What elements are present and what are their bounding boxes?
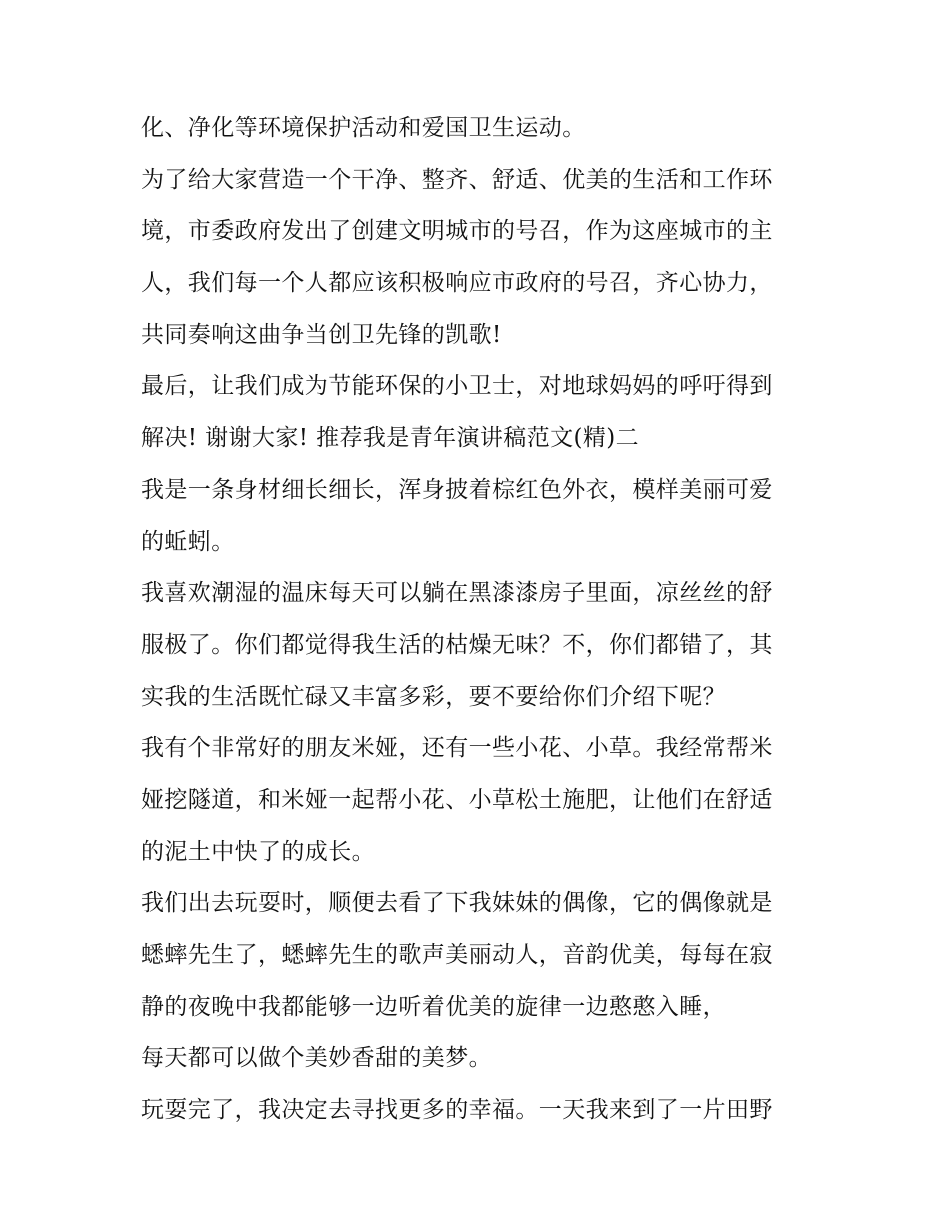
text-line: 每天都可以做个美妙香甜的美梦。 xyxy=(141,1045,492,1072)
text-line: 玩耍完了，我决定去寻找更多的幸福。一天我来到了一片田野 xyxy=(141,1097,773,1124)
text-line: 为了给大家营造一个干净、整齐、舒适、优美的生活和工作环 xyxy=(141,166,773,193)
text-line: 的泥土中快了的成长。 xyxy=(141,838,375,865)
text-line: 我们出去玩耍时，顺便去看了下我妹妹的偶像，它的偶像就是 xyxy=(141,890,773,917)
text-line: 服极了。你们都觉得我生活的枯燥无味？不，你们都错了，其 xyxy=(141,631,773,658)
body-text xyxy=(141,103,821,1137)
text-line: 境，市委政府发出了创建文明城市的号召，作为这座城市的主 xyxy=(141,218,773,245)
text-line: 最后，让我们成为节能环保的小卫士，对地球妈妈的呼吁得到 xyxy=(141,373,773,400)
text-line: 我有个非常好的朋友米娅，还有一些小花、小草。我经常帮米 xyxy=(141,735,773,762)
text-line: 蟋蟀先生了，蟋蟀先生的歌声美丽动人，音韵优美，每每在寂 xyxy=(141,942,773,968)
text-line: 我喜欢潮湿的温床每天可以躺在黑漆漆房子里面，凉丝丝的舒 xyxy=(141,580,773,607)
text-line: 的蚯蚓。 xyxy=(141,528,235,555)
text-line: 静的夜晚中我都能够一边听着优美的旋律一边憨憨入睡， xyxy=(141,993,726,1020)
text-line: 人，我们每一个人都应该积极响应市政府的号召，齐心协力， xyxy=(141,270,773,297)
text-line: 解决! 谢谢大家! 推荐我是青年演讲稿范文(精)二 xyxy=(141,425,640,452)
text-line: 我是一条身材细长细长，浑身披着棕红色外衣，模样美丽可爱 xyxy=(141,476,773,503)
text-line: 实我的生活既忙碌又丰富多彩，要不要给你们介绍下呢？ xyxy=(141,683,726,710)
text-line: 共同奏响这曲争当创卫先锋的凯歌! xyxy=(141,321,502,348)
text-line: 化、净化等环境保护活动和爱国卫生运动。 xyxy=(141,115,586,141)
text-line: 娅挖隧道，和米娅一起帮小花、小草松土施肥，让他们在舒适 xyxy=(141,786,773,813)
